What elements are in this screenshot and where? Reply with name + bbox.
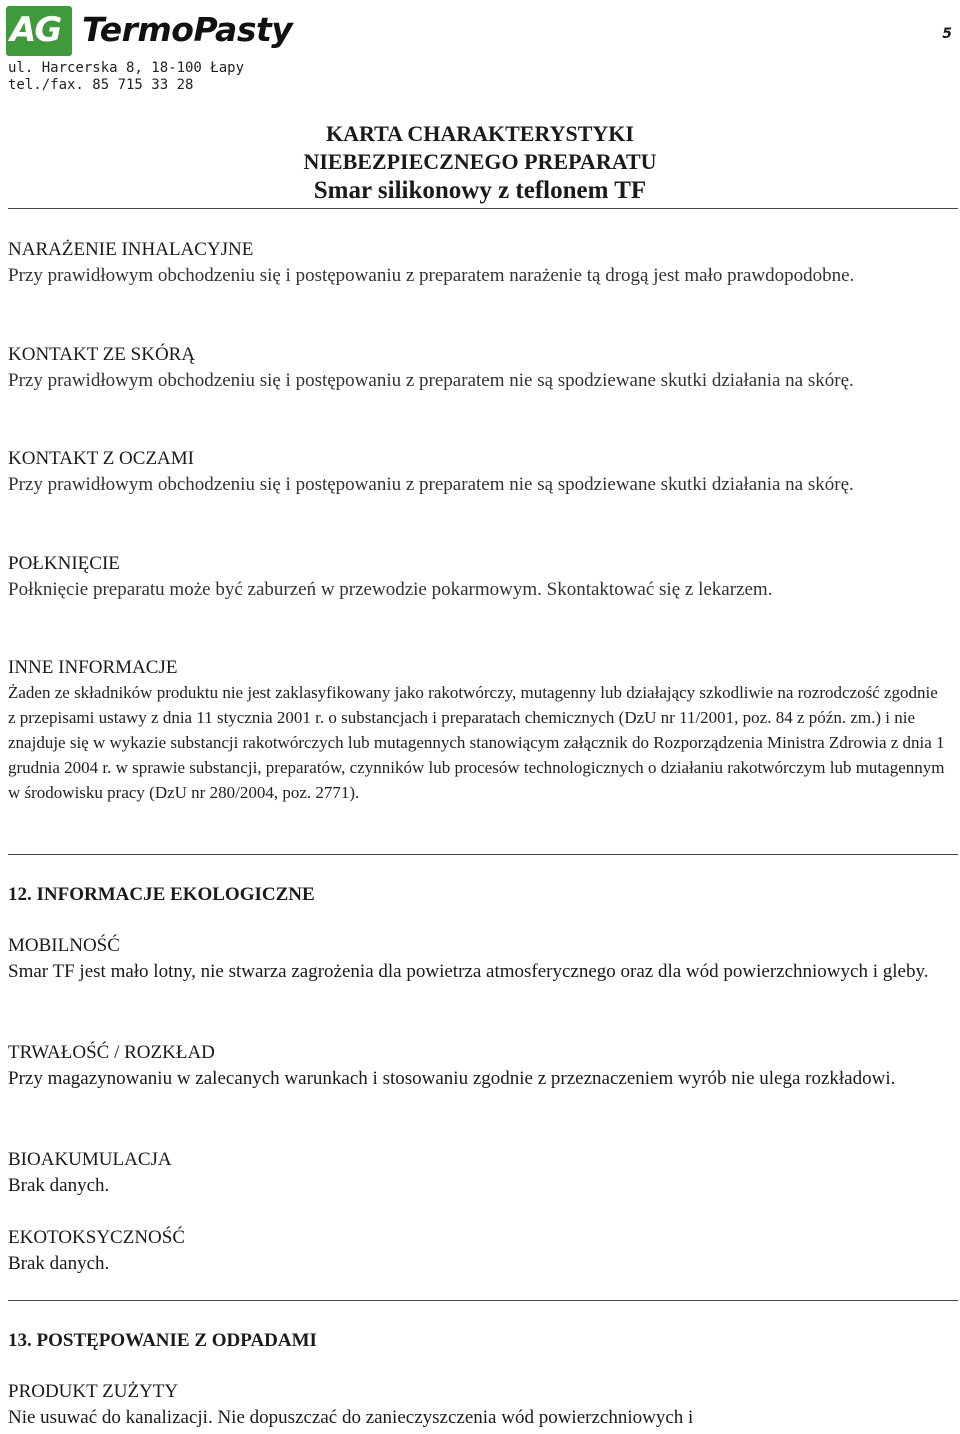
title-line-2: NIEBEZPIECZNEGO PREPARATU bbox=[303, 149, 657, 174]
subsection-heading: TRWAŁOŚĆ / ROZKŁAD bbox=[8, 1042, 215, 1063]
section-heading: KONTAKT Z OCZAMI bbox=[8, 448, 195, 469]
section-ingestion bbox=[8, 551, 948, 603]
product-name: Smar silikonowy z teflonem TF bbox=[313, 177, 647, 204]
phone-line: tel./fax. 85 715 33 28 bbox=[8, 77, 194, 93]
subsection-mobility bbox=[8, 933, 948, 985]
subsection-text: Brak danych. bbox=[8, 1253, 110, 1274]
subsection-heading: PRODUKT ZUŻYTY bbox=[8, 1381, 179, 1402]
section-text: Przy prawidłowym obchodzeniu się i postępowaniu z preparatem nie są spodziewane skutki działania na skórę. bbox=[8, 370, 854, 391]
address-line: ul. Harcerska 8, 18-100 Łapy bbox=[8, 60, 245, 76]
section-text: Połknięcie preparatu może być zaburzeń w przewodzie pokarmowym. Skontaktować się z lekarzem. bbox=[8, 579, 773, 600]
subsection-heading: EKOTOKSYCZNOŚĆ bbox=[8, 1227, 186, 1248]
subsection-used-product bbox=[8, 1379, 948, 1431]
section-inhalation bbox=[8, 237, 948, 289]
divider bbox=[8, 854, 958, 855]
page-number: 5 bbox=[942, 26, 952, 42]
logo-name: TermoPasty bbox=[82, 10, 293, 49]
section-text: Przy prawidłowym obchodzeniu się i postępowaniu z preparatem nie są spodziewane skutki działania na skórę. bbox=[8, 474, 854, 495]
subsection-ecotoxicity bbox=[8, 1225, 948, 1277]
section-eye-contact bbox=[8, 446, 948, 498]
logo-initials: AG bbox=[10, 10, 61, 50]
subsection-text: Przy magazynowaniu w zalecanych warunkach i stosowaniu zgodnie z przeznaczeniem wyrób nie ulega rozkładowi. bbox=[8, 1068, 896, 1089]
title-line-1: KARTA CHARAKTERYSTYKI bbox=[326, 121, 634, 146]
section-heading: 12. INFORMACJE EKOLOGICZNE bbox=[8, 884, 315, 905]
company-logo bbox=[6, 6, 306, 58]
section-skin-contact bbox=[8, 342, 948, 394]
section-waste bbox=[8, 1328, 948, 1353]
section-heading: INNE INFORMACJE bbox=[8, 657, 178, 678]
document-title bbox=[0, 120, 960, 206]
subsection-text: Nie usuwać do kanalizacji. Nie dopuszczać do zanieczyszczenia wód powierzchniowych i bbox=[8, 1407, 694, 1428]
company-address bbox=[8, 60, 244, 94]
section-heading: NARAŻENIE INHALACYJNE bbox=[8, 239, 254, 260]
subsection-text: Brak danych. bbox=[8, 1175, 110, 1196]
section-heading: KONTAKT ZE SKÓRĄ bbox=[8, 344, 196, 365]
subsection-heading: BIOAKUMULACJA bbox=[8, 1149, 172, 1170]
subsection-bioaccumulation bbox=[8, 1147, 948, 1199]
section-text: Żaden ze składników produktu nie jest zaklasyfikowany jako rakotwórczy, mutagenny lub działający szkodliwie na rozrodczość zgodnie z przepisami ustawy z dnia 11 stycznia 2001 r. o substancjach i preparatach chemicznych (DzU nr 11/2001, poz. 84 z późn. zm.) i nie znajduje się w wykazie substancji rakotwórczych lub mutagennych stanowiącym załącznik do Rozporządzenia Ministra Zdrowia z dnia 1 grudnia 2004 r. w sprawie substancji, preparatów, czynników lub procesów technologicznych o działaniu rakotwórczym lub mutagennym w środowisku pracy (DzU nr 280/2004, poz. 2771). bbox=[8, 683, 945, 802]
subsection-text: Smar TF jest mało lotny, nie stwarza zagrożenia dla powietrza atmosferycznego oraz dla wód powierzchniowych i gleby. bbox=[8, 961, 929, 982]
divider bbox=[8, 208, 958, 209]
section-heading: POŁKNIĘCIE bbox=[8, 553, 120, 574]
section-text: Przy prawidłowym obchodzeniu się i postępowaniu z preparatem narażenie tą drogą jest mało prawdopodobne. bbox=[8, 265, 855, 286]
divider bbox=[8, 1300, 958, 1301]
section-other-info bbox=[8, 655, 948, 805]
section-heading: 13. POSTĘPOWANIE Z ODPADAMI bbox=[8, 1330, 317, 1351]
subsection-durability bbox=[8, 1040, 948, 1092]
logo-mark bbox=[6, 6, 72, 56]
subsection-heading: MOBILNOŚĆ bbox=[8, 935, 120, 956]
section-ecological bbox=[8, 882, 948, 907]
